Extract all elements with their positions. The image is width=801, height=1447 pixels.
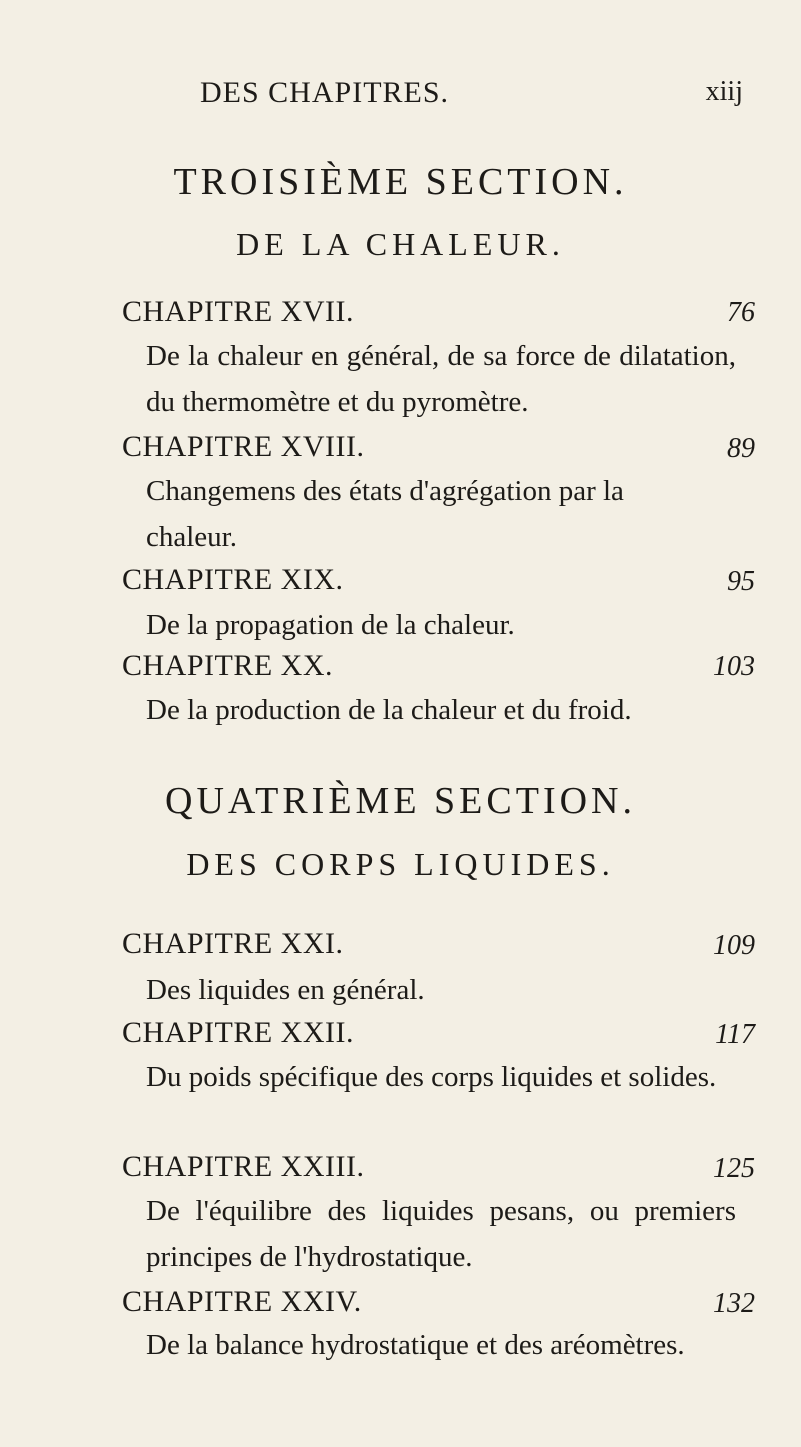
page-number: xiij bbox=[705, 76, 743, 107]
chapter-page: 109 bbox=[713, 930, 755, 961]
chapter-page: 76 bbox=[727, 297, 755, 328]
running-head bbox=[0, 76, 801, 116]
chapter-description: De l'équilibre des liquides pesans, ou premiers principes de l'hydrostatique. bbox=[146, 1195, 736, 1273]
chapter-heading: CHAPITRE XVII. bbox=[122, 295, 354, 328]
chapter-page: 95 bbox=[727, 566, 755, 597]
chapter-heading: CHAPITRE XXIII. bbox=[122, 1150, 365, 1183]
chapter-description: De la production de la chaleur et du froid. bbox=[146, 694, 632, 726]
chapter-heading: CHAPITRE XVIII. bbox=[122, 430, 365, 463]
chapter-description: Des liquides en général. bbox=[146, 974, 425, 1006]
running-title: DES CHAPITRES. bbox=[200, 76, 450, 109]
chapter-description: De la propagation de la chaleur. bbox=[146, 609, 515, 641]
chapter-description: De la balance hydrostatique et des aréomètres. bbox=[146, 1329, 685, 1361]
chapter-description: De la chaleur en général, de sa force de dilatation, du thermomètre et du pyromètre. bbox=[146, 340, 736, 418]
chapter-page: 117 bbox=[715, 1019, 755, 1050]
chapter-page: 103 bbox=[713, 651, 755, 682]
section-title: TROISIÈME SECTION. bbox=[173, 161, 628, 203]
chapter-heading: CHAPITRE XXIV. bbox=[122, 1285, 362, 1318]
chapter-page: 132 bbox=[713, 1288, 755, 1319]
section-title: QUATRIÈME SECTION. bbox=[165, 780, 636, 822]
section-subtitle: DES CORPS LIQUIDES. bbox=[186, 846, 615, 882]
chapter-page: 125 bbox=[713, 1153, 755, 1184]
chapter-heading: CHAPITRE XIX. bbox=[122, 563, 344, 596]
chapter-description: Du poids spécifique des corps liquides et solides. bbox=[146, 1061, 717, 1093]
chapter-heading: CHAPITRE XXI. bbox=[122, 927, 344, 960]
chapter-heading: CHAPITRE XXII. bbox=[122, 1016, 354, 1049]
section-subtitle: DE LA CHALEUR. bbox=[236, 226, 565, 262]
chapter-page: 89 bbox=[727, 433, 755, 464]
chapter-description: Changemens des états d'agrégation par la chaleur. bbox=[146, 475, 624, 553]
chapter-heading: CHAPITRE XX. bbox=[122, 649, 334, 682]
